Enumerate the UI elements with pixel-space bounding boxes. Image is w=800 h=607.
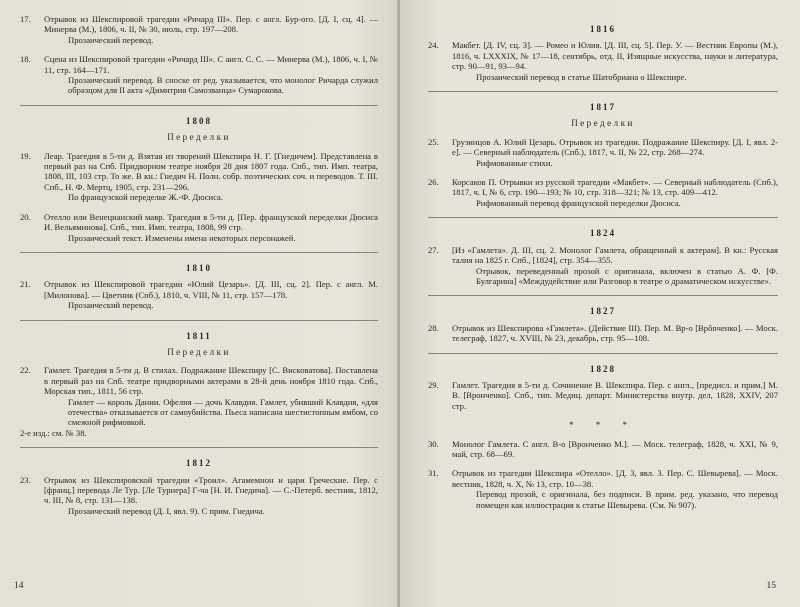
- entry-citation: Отрывок из Шекспировской трагедии «Троил». Агамемнон и цари Греческие. Пер. с [франц.] перевода Ле Тур. [Ле Турнера] Г-ча [Н. И. Гнедича]. — С.-Петерб. вестник, 1812, ч. III, № 8, стр. 131—138.: [44, 474, 378, 506]
- section-divider: [428, 217, 778, 218]
- entry-citation: Отелло или Венецианский мавр. Трагедия в 5-ти д. [Пер. французской переделки Дюсиса И. Вельяминова]. Спб., тип. Имп. театра, 1808, 99 стр.: [44, 211, 378, 233]
- section-heading: Переделки: [167, 132, 231, 143]
- entry-citation: Леар. Трагедия в 5-ти д. Взятая из творений Шекспира Н. Г. [Гнедичем]. Представлена в первый раз на Спб. Придворном театре ноября 28 дня 1807 года. Спб., тип. Имп. театра, 1808, III, 103 стр. То же. В кн.: Гнедич Н. Полн. собр. поэтических соч. и переводов. Т. III. Спб., Н. Ф. Мертц, 1905, стр. 231—296.: [44, 150, 378, 192]
- bibliography-entry: [428, 40, 778, 82]
- bibliography-entry: [428, 323, 778, 344]
- section-divider: [20, 320, 378, 321]
- entry-number: 24.: [428, 40, 439, 51]
- entry-citation: Грузинцов А. Юлий Цезарь. Отрывок из трагедии. Подражание Шекспиру. [Д. I, явл. 2-е]. — Северный наблюдатель (Спб.), 1817, ч. II, № 22, стр. 268—274.: [452, 136, 778, 158]
- entry-note: Прозаический текст. Изменены имена некоторых персонажей.: [68, 232, 296, 243]
- entry-note: По французской переделке Ж.-Ф. Дюсиса.: [68, 192, 224, 203]
- entry-note: Гамлет — король Дании. Офелия — дочь Клавдия. Гамлет, убивший Клавдия, «для отечества» отказывается от самоубийства. Пьеса написана шестистопным ямбом, со смежной рифмовкой.: [68, 396, 378, 428]
- bibliography-entry: [428, 468, 778, 510]
- entry-number: 25.: [428, 136, 439, 147]
- section-divider: [428, 91, 778, 92]
- year-heading: 1812: [186, 458, 212, 469]
- entry-number: 26.: [428, 177, 439, 188]
- entry-number: 30.: [428, 438, 439, 449]
- section-divider: [20, 447, 378, 448]
- entry-number: 31.: [428, 468, 439, 479]
- entry-citation: Сцена из Шекспировой трагедии «Ричард III». С англ. С. С. — Минерва (М.), 1806, ч. I, № 11, стр. 164—171.: [44, 54, 378, 75]
- bibliography-entry: [20, 365, 378, 438]
- entry-citation: Отрывок из Шекспировой трагедии «Ричард III». Пер. с англ. Бур-ого. [Д. I, сц. 4]. — Минерва (М.), 1806, ч. II, № 30, июль, стр. 197—208.: [44, 14, 378, 35]
- year-heading: 1808: [186, 115, 212, 126]
- right-page: [400, 0, 800, 607]
- asterism-divider: * * *: [569, 420, 637, 431]
- entry-citation: Отрывок из Шекспирова «Гамлета». (Действие III). Пер. М. Вр-о [Врônченко]. — Моск. телеграф, 1827, ч. XVIII, № 23, декабрь, стр. 95—108.: [452, 322, 778, 344]
- entry-note: Прозаический перевод (Д. I, явл. 9). С прим. Гнедича.: [68, 505, 265, 516]
- entry-number: 20.: [20, 211, 31, 222]
- entry-citation: Гамлет. Трагедия в 5-ти д. В стихах. Подражание Шекспиру [С. Висковатова]. Поставлена в первый раз на Спб. театре придворными актерами в 28-й день ноября 1810 года. Спб., Морская тип., 1811, 56 стр.: [44, 365, 378, 397]
- bibliography-entry: [20, 14, 378, 45]
- entry-citation: Гамлет. Трагедия в 5-ти д. Сочинение В. Шекспира. Пер. с англ., [предисл. и прим.] М. В. [Вронченко]. Спб., тип. Медиц. департ. Министерства внутр. дел, 1828, XXIV, 207 стр.: [452, 379, 778, 411]
- year-heading: 1824: [590, 228, 616, 239]
- bibliography-entry: [428, 177, 778, 208]
- bibliography-entry: [20, 212, 378, 243]
- entry-note: Прозаический перевод.: [68, 34, 154, 45]
- entry-note: Рифмованные стихи.: [476, 157, 553, 168]
- year-heading: 1827: [590, 306, 616, 317]
- section-divider: [20, 252, 378, 253]
- section-heading: Переделки: [167, 346, 231, 357]
- entry-number: 23.: [20, 474, 31, 485]
- entry-citation: Корсаков П. Отрывки из русской трагедии «Макбет». — Северный наблюдатель (Спб.), 1817, ч. I, № 6, стр. 190—193; № 10, стр. 318—321; № 13, стр. 409—412.: [452, 177, 778, 198]
- entry-note: Отрывок, переведенный прозой с оригинала, включен в статью А. Ф. [Ф. Булгарина] «Междудействие или Разговор в театре о драматическом искусстве».: [476, 265, 778, 286]
- entry-extra: 2-е изд.: см. № 38.: [20, 427, 87, 438]
- entry-number: 21.: [20, 279, 31, 290]
- section-divider: [20, 105, 378, 106]
- bibliography-entry: [20, 54, 378, 96]
- page-number-left: 14: [14, 580, 24, 591]
- year-heading: 1817: [590, 102, 616, 113]
- section-heading: Переделки: [571, 118, 635, 129]
- year-heading: 1811: [186, 330, 212, 341]
- section-divider: [428, 295, 778, 296]
- entry-citation: [Из «Гамлета». Д. III, сц. 2. Монолог Гамлета, обращенный к актерам]. В кн.: Русская талия на 1825 г. Спб., [1824], стр. 354—355.: [452, 244, 778, 266]
- year-heading: 1810: [186, 262, 212, 273]
- entry-number: 17.: [20, 14, 31, 24]
- entry-note: Прозаический перевод.: [68, 300, 154, 311]
- entry-number: 28.: [428, 322, 439, 333]
- bibliography-entry: [20, 475, 378, 517]
- bibliography-entry: [428, 245, 778, 287]
- entry-number: 19.: [20, 150, 31, 161]
- entry-citation: Отрывок из Шекспировой трагедии «Юлий Цезарь». [Д. III, сц. 2]. Пер. с англ. М. [Милонова]. — Цветник (Спб.), 1810, ч. VIII, № 11, стр. 157—178.: [44, 279, 378, 300]
- entry-number: 22.: [20, 365, 31, 376]
- entry-note: Прозаический перевод. В сноске от ред. указывается, что монолог Ричарда служил образцом для II акта «Димитрия Самозванца» Сумарокова.: [68, 75, 378, 96]
- entry-citation: Макбет. [Д. IV, сц. 3]. — Ромео и Юлия. [Д. III, сц. 5]. Пер. У. — Вестник Европы (М.), 1816, ч. LXXXIX, № 17—18, сентябрь, отд. II, Изящные искусства, науки и литература, стр. 90—91, 93—94.: [452, 40, 778, 72]
- bibliography-entry: [428, 137, 778, 168]
- entry-note: Перевод прозой, с оригинала, без подписи. В прим. ред. указано, что перевод помещен как иллюстрация к статье Шевырева. (См. № 907).: [476, 489, 778, 510]
- entry-number: 27.: [428, 244, 439, 255]
- entry-note: Прозаический перевод в статье Шатобриана о Шекспире.: [476, 71, 687, 82]
- section-divider: [428, 353, 778, 354]
- bibliography-entry: [428, 439, 778, 460]
- entry-note: Рифмованный перевод французской переделки Дюсиса.: [476, 197, 681, 208]
- entry-number: 29.: [428, 379, 439, 390]
- bibliography-entry: [20, 151, 378, 203]
- page-number-right: 15: [766, 580, 776, 591]
- entry-citation: Отрывок из трагедии Шекспира «Отелло». [Д. 3, явл. 3. Пер. С. Шевырева]. — Моск. вестник, 1828, ч. X, № 13, стр. 10—38.: [452, 468, 778, 489]
- entry-citation: Монолог Гамлета. С англ. В-о [Вронченко М.]. — Моск. телеграф, 1828, ч. XXI, № 9, май, стр. 68—69.: [452, 438, 778, 459]
- year-heading: 1828: [590, 363, 616, 374]
- bibliography-entry: [428, 380, 778, 411]
- year-heading: 1816: [590, 24, 616, 34]
- entry-number: 18.: [20, 54, 31, 65]
- bibliography-entry: [20, 279, 378, 310]
